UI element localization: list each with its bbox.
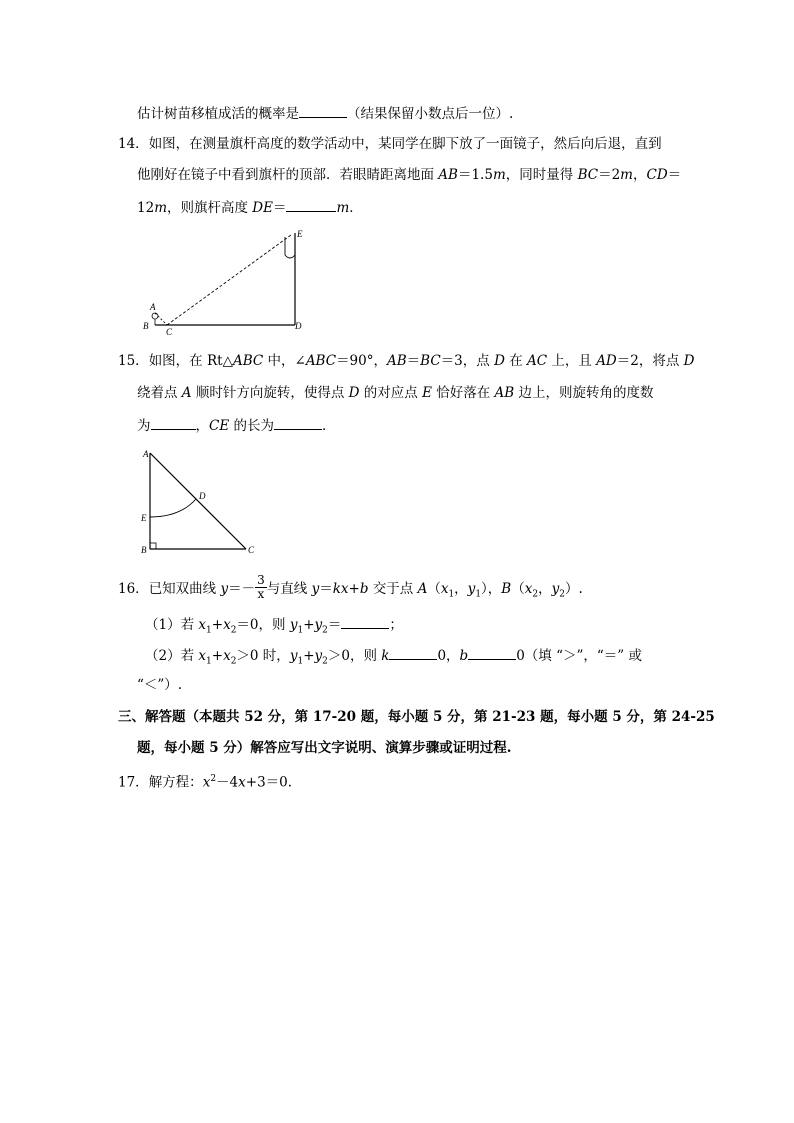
q15-line2 [137,384,653,402]
t: ＝－ [228,581,256,597]
sub: 2 [559,589,565,600]
t: 上，且 [547,353,597,369]
t: （2）若 [145,648,199,664]
v: m [154,200,167,216]
v: A [181,385,192,401]
q14-line1 [118,135,662,153]
v: A [417,581,428,597]
t: 交于点 [368,581,418,597]
frac-den: x [257,587,265,601]
t: ）. [564,581,583,597]
question-number: 14． [118,136,149,152]
t: ＝3，点 [440,353,495,369]
q13-text-after: （结果保留小数点后一位）. [347,106,514,122]
v: x [238,774,246,791]
t: 边上，则旋转角的度数 [514,385,654,401]
v: ABC [232,353,264,369]
label-D: D [295,321,302,331]
question-number: 16． [118,581,149,597]
sub: 2 [322,625,328,636]
label-D: D [199,491,206,501]
v: y [311,581,320,597]
right-angle-mark [150,543,156,549]
sub: 2 [230,625,237,636]
v: x [524,581,533,597]
fraction [255,574,267,601]
v: x [198,648,207,664]
v: AD [596,353,617,369]
v: D [683,353,695,369]
pole-top [285,237,295,258]
t: 中，∠ [263,353,306,369]
t: 顺时针方向旋转，使得点 [191,385,349,401]
q14-figure [135,225,310,340]
answer-blank [286,197,336,212]
q16-part2-line2 [137,676,182,694]
v: x [440,581,449,597]
t: + [303,648,315,664]
answer-blank [151,415,196,430]
t: 题，每小题 5 分）解答应写出文字说明、演算步骤或证明过程. [137,740,512,756]
q16-part1 [145,614,403,640]
t: “＜”）. [137,677,183,693]
label-C: C [166,327,173,337]
t: + [303,617,315,633]
t: ， [195,418,209,434]
t: 0， [437,648,460,664]
v: DE [252,200,273,216]
v: x [202,774,211,791]
t: ＝ [406,353,421,369]
v: x [198,617,207,633]
v: y [314,648,323,664]
t: 在 [504,353,527,369]
section3-heading-line2 [137,739,512,757]
t: 与直线 [266,581,312,597]
v: AB [494,385,515,401]
person-head [152,313,158,319]
v: x [223,648,231,664]
q17 [118,770,292,792]
t: +3＝0. [245,774,293,791]
answer-blank [341,614,389,629]
sup: 2 [210,774,217,784]
sub: 1 [297,625,304,636]
v: CE [209,418,230,434]
t: 已知双曲线 [148,581,221,597]
sub: 1 [448,589,455,600]
label-B: B [141,545,147,555]
question-number: 15． [118,353,149,369]
label-C: C [248,545,255,555]
v: y [220,581,229,597]
v: BC [577,167,599,183]
sub: 1 [206,656,212,667]
t: 为 [137,418,151,434]
t: ＝ [272,200,287,216]
t: 恰好落在 [431,385,495,401]
t: 他刚好在镜子中看到旗杆的顶部．若眼睛距离地面 [137,167,439,183]
q14-line2 [137,166,681,184]
v: y [289,648,298,664]
t: ， [538,581,552,597]
t: + [211,648,224,664]
t: ， [632,167,647,183]
t: 如图，在 Rt△ [148,353,233,369]
t: ＞0 时， [236,648,290,664]
t: + [211,617,224,633]
answer-blank [274,415,322,430]
t: ， [454,581,468,597]
v: y [467,581,476,597]
q13-tail [137,103,513,123]
frac-num: 3 [257,573,265,587]
sub: 1 [206,625,212,636]
t: + [348,581,360,597]
v: y [289,617,298,633]
t: ＝2，将点 [616,353,684,369]
q15-line3 [137,415,335,435]
v: E [422,385,432,401]
answer-blank [389,645,437,660]
v: D [494,353,505,369]
section3-heading [118,708,715,726]
sub: 2 [230,656,237,667]
t: ． [349,200,363,216]
t: 三、解答题（本题共 52 分，第 17-20 题，每小题 5 分，第 21-23 题，每小题 5 分，第 24-25 [118,709,715,725]
label-E: E [141,513,147,523]
sight-line [167,235,291,325]
q14-line3 [137,197,363,217]
t: ＝2 [598,167,621,183]
eye-line [155,313,167,325]
t: ＝90°， [336,353,387,369]
q16-line1 [118,573,583,606]
q16-part2 [145,645,642,671]
v: CD [646,167,668,183]
v: m [336,200,350,216]
t: －4 [216,774,239,791]
v: x [223,617,231,633]
v: B [501,581,512,597]
v: b [459,648,469,664]
answer-blank [468,645,516,660]
t: （ [427,581,441,597]
label-E: E [297,229,303,239]
v: b [359,581,369,597]
v: m [492,167,506,183]
sub: 1 [475,589,482,600]
v: kx [332,581,349,597]
q15-line1 [118,352,694,370]
t: 0（填 “＞”，“＝” 或 [516,648,642,664]
t: 12 [137,200,155,216]
q15-figure [135,445,265,560]
t: ＝1.5 [457,167,493,183]
v: y [551,581,560,597]
v: y [314,617,323,633]
t: ＞0，则 [327,648,382,664]
question-number: 17． [118,774,149,791]
t: ＝ [327,617,342,633]
q14-text: 如图，在测量旗杆高度的数学活动中，某同学在脚下放了一面镜子，然后向后退，直到 [148,136,662,152]
v: ABC [305,353,337,369]
sub: 1 [297,656,304,667]
t: ＝ [667,167,682,183]
t: ； [389,617,403,633]
q13-text: 估计树苗移植成活的概率是 [137,106,299,122]
t: ＝ [319,581,333,597]
v: AB [438,167,458,183]
t: （1）若 [145,617,199,633]
t: 绕着点 [137,385,182,401]
label-A: A [150,302,156,312]
t: ＝0，则 [236,617,290,633]
v: m [620,167,633,183]
t: 解方程： [148,774,203,791]
t: 的对应点 [359,385,423,401]
v: AB [387,353,407,369]
t: （ [511,581,525,597]
t: ）， [481,581,502,597]
t: 的长为 [229,418,274,434]
label-B: B [143,321,149,331]
v: BC [420,353,441,369]
sub: 2 [322,656,328,667]
answer-blank [299,103,347,118]
rotation-arc [150,499,196,517]
t: ，同时量得 [505,167,578,183]
v: AC [527,353,548,369]
v: D [348,385,360,401]
side-AC [150,453,246,549]
t: ，则旗杆高度 [167,200,253,216]
t: ． [321,418,336,434]
sub: 2 [532,589,539,600]
label-A: A [143,449,149,459]
v: k [381,648,390,664]
